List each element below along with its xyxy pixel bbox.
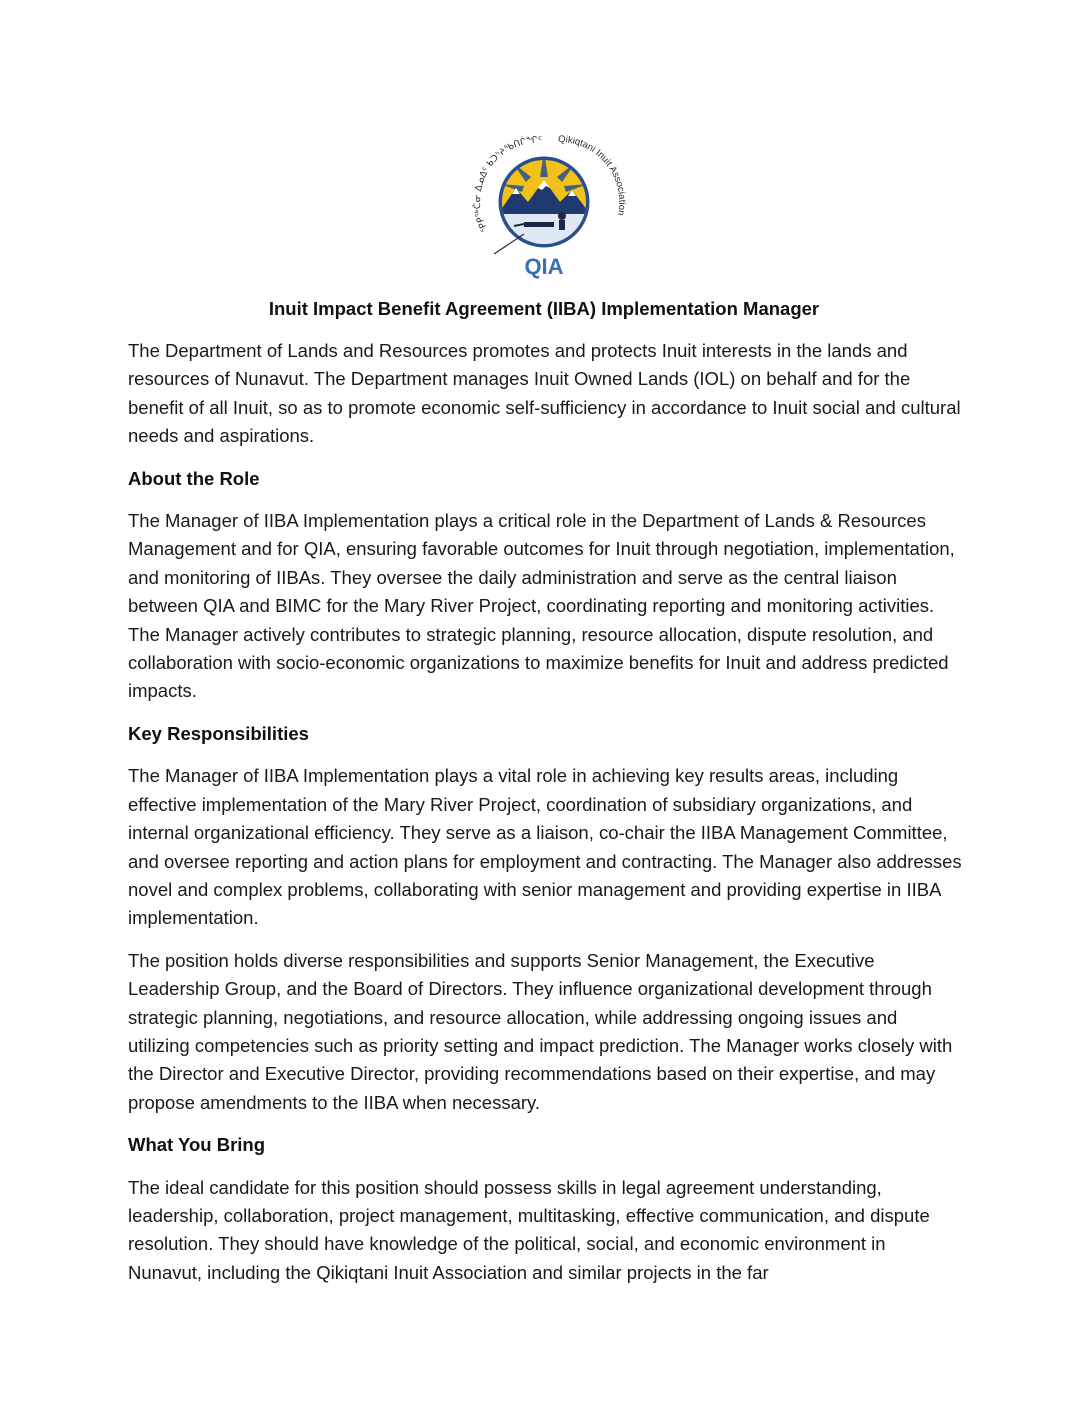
about-role-paragraph: The Manager of IIBA Implementation plays a critical role in the Department of Lands & Resources Management and for QIA, ensuring favorable outcomes for Inuit through negotiation, implementation, and monitoring of IIBAs. They oversee the daily administration and serve as the central liaison between QIA and BIMC for the Mary River Project, coordinating reporting and monitoring activities. The Manager actively contributes to strategic planning, resource allocation, dispute resolution, and collaboration with socio-economic organizations to maximize benefits for Inuit and address predicted impacts. <box>128 510 955 702</box>
key-responsibilities-heading: Key Responsibilities <box>128 722 309 744</box>
logo-arc-right-text: Qikiqtani Inuit Association <box>557 133 628 217</box>
logo-emblem <box>494 152 594 254</box>
intro-paragraph: The Department of Lands and Resources promotes and protects Inuit interests in the lands and resources of Nunavut. The Department manages Inuit Owned Lands (IOL) on behalf and for the benefit of all Inuit, so as to promote economic self-sufficiency in accordance to Inuit social and cultural needs and aspirations. <box>128 340 961 447</box>
document-body <box>128 337 963 1301</box>
logo-harpoon <box>494 234 524 254</box>
qia-logo-graphic <box>454 122 634 288</box>
logo-acronym: QIA <box>524 254 564 279</box>
qia-logo <box>454 122 634 288</box>
document-title: Inuit Impact Benefit Agreement (IIBA) Implementation Manager <box>268 298 820 319</box>
key-responsibilities-paragraph-2: The position holds diverse responsibilities and supports Senior Management, the Executive Leadership Group, and the Board of Directors. They influence organizational development through strategic planning, negotiations, and resource allocation, while addressing ongoing issues and utilizing competencies such as priority setting and impact prediction. The Manager works closely with the Director and Executive Director, providing recommendations based on their expertise, and may propose amendments to the IIBA when necessary. <box>128 949 953 1113</box>
about-role-heading: About the Role <box>128 467 260 489</box>
key-responsibilities-paragraph-1: The Manager of IIBA Implementation plays a vital role in achieving key results areas, including effective implementation of the Mary River Project, coordination of subsidiary organizations, and internal organizational efficiency. They serve as a liaison, co-chair the IIBA Management Committee, and oversee reporting and action plans for employment and contracting. The Manager also addresses novel and complex problems, collaborating with senior management and providing expertise in IIBA implementation. <box>128 765 962 929</box>
what-you-bring-paragraph: The ideal candidate for this position should possess skills in legal agreement understanding, leadership, collaboration, project management, multitasking, effective communication, and dispute resolution. They should have knowledge of the political, social, and economic environment in Nunavut, including the Qikiqtani Inuit Association and similar projects in the far <box>128 1176 930 1283</box>
logo-arc-left-text: ᕿᑭᖅᑖᓂ ᐃᓄᐃᑦ ᑲᑐᔾᔨᖃᑎᒌᖏᑦ <box>472 135 542 234</box>
what-you-bring-heading: What You Bring <box>128 1134 266 1156</box>
